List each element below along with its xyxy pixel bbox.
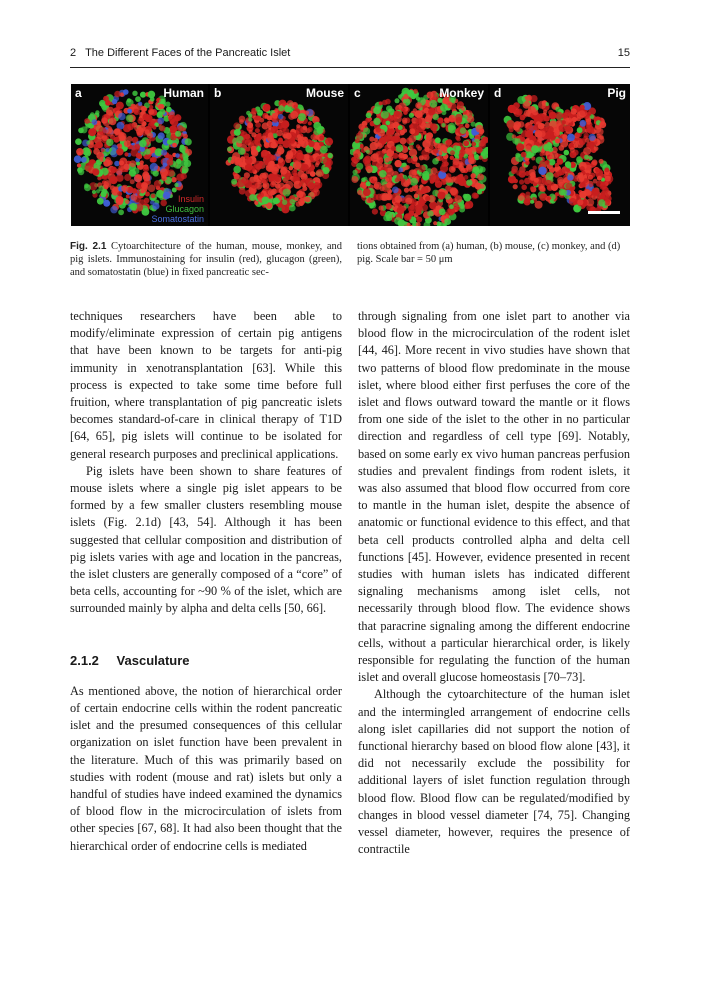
panel-species: Monkey (439, 86, 484, 100)
running-header (70, 47, 630, 67)
panel-human (71, 84, 208, 226)
panel-species: Pig (607, 86, 626, 100)
figure-caption-right: tions obtained from (a) human, (b) mouse, (c) monkey, and (d) pig. Scale bar = 50 μm (357, 241, 621, 265)
section-title: Vasculature (116, 652, 190, 668)
panel-letter: a (75, 86, 82, 100)
chapter-title: 2 The Different Faces of the Pancreatic Islet (70, 47, 291, 59)
panel-mouse (210, 84, 348, 226)
legend-somatostatin: Somatostatin (151, 214, 204, 224)
panel-species: Mouse (305, 86, 344, 100)
section-number: 2.1.2 (70, 652, 99, 668)
panel-letter: c (354, 86, 361, 100)
figure-2-1 (71, 84, 630, 226)
mouse-islet-image (210, 84, 348, 226)
legend-glucagon: Glucagon (165, 204, 204, 214)
panel-species: Human (163, 86, 204, 100)
stain-legend (151, 194, 204, 224)
paragraph: through signaling from one islet part to another via blood flow in the microcirculation of the rodent islet [44, 46]. More recent in vivo studies have shown that two patterns of blood flow predominate in the mouse islet, where blood either first perfuses the core of the islet and flows outward toward the mantle or it flows from one side of the islet to the other in no particular direction and regardless of cell type [69]. Notably, based on some early ex vivo human pancreas perfusion studies and prevalent findings from rodent islets, it was also assumed that blood flow occurred from core to mantle in the human islet, despite the absence of anatomic or functional evidence to this effect, and that beta cell products controlled alpha and delta cell functions [45]. However, evidence presented in recent studies with human islets has indicated different signaling mechanisms among islet cells, not necessarily through blood flow. The evidence shows that paracrine signaling among the different endocrine cells, without a particular hierarchical order, is likely responsible for regulating the function of the human islet and overall glucose homeostasis [70–73]. (358, 309, 630, 685)
right-column (358, 308, 630, 859)
section-heading (70, 652, 342, 669)
monkey-islet-image (350, 84, 488, 226)
header-rule (70, 67, 630, 68)
paragraph: techniques researchers have been able to modify/eliminate expression of certain pig antigens that have been known to be targets for anti-pig immunity in xenotransplantation [63]. While this process is expected to take some time before full fruition, where transplantation of pig pancreatic islets becomes standard-of-care in clinical therapy of T1D [64, 65], pig islets will continue to be isolated for general research purposes and preclinical applications. (70, 309, 342, 461)
left-column (70, 308, 342, 855)
figure-caption-left (70, 240, 342, 279)
legend-insulin: Insulin (177, 194, 204, 204)
paragraph: Pig islets have been shown to share features of mouse islets where a single pig islet appears to be formed by a few smaller clusters resembling mouse islets (Fig. 2.1d) [43, 54]. Although it has been suggested that cellular composition and distribution of pig islets varies with age and location in the pancreas, the islet clusters are generally composed of a “core” of beta cells, accounting for ~90 % of the islet, which are surrounded mainly by alpha and delta cells [50, 66]. (70, 463, 342, 616)
scale-bar (588, 211, 620, 214)
panel-monkey (350, 84, 488, 226)
page-number: 15 (617, 47, 630, 59)
panel-letter: b (214, 86, 222, 100)
paragraph: As mentioned above, the notion of hierarchical order of certain endocrine cells within the rodent pancreatic islet and the presumed consequences of this cellular organization on islet function have been prevalent in the literature. Much of this was primarily based on studies with rodent (mouse and rat) islets but only a handful of studies have indeed examined the dynamics of blood flow in the microcirculation of islets from other species [67, 68]. It had also been thought that the hierarchical order of endocrine cells is mediated (70, 683, 342, 853)
panel-pig (490, 84, 630, 226)
pig-islet-image (490, 84, 630, 226)
paragraph: Although the cytoarchitecture of the human islet and the intermingled arrangement of endocrine cells along islet capillaries did not support the notion of functional hierarchy based on blood flow alone [43], it did not necessarily exclude the possibility for additional layers of islet function regulation through blood flow. Blood flow can be regulated/modified by changes in blood vessel diameter [74, 75]. Changing vessel diameter, however, requires the presence of contractile (358, 687, 630, 857)
figure-label: Fig. 2.1 (70, 241, 107, 252)
caption-text: Cytoarchitecture of the human, mouse, monkey, and pig islets. Immunostaining for insulin (red), glucagon (green), and somatostatin (blue) in fixed pancreatic sec- (70, 241, 343, 278)
panel-letter: d (494, 86, 502, 100)
